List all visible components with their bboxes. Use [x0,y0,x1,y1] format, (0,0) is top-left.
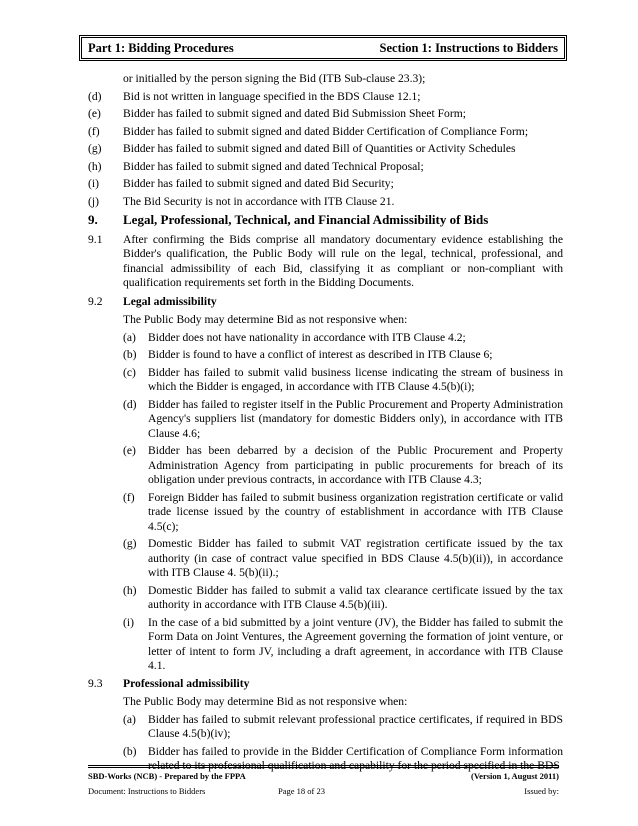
list-item-text: Bidder is found to have a conflict of interest as described in ITB Clause 6; [148,348,493,361]
list-item-text: Bidder has failed to submit signed and dated Technical Proposal; [123,159,424,173]
list-item-label: (d) [88,89,102,103]
list-item [88,142,563,157]
list-item-label: (g) [123,537,137,550]
list-item-text: Bidder has failed to submit signed and dated Bill of Quantities or Activity Schedules [123,142,516,155]
list-item [88,745,563,774]
clause-9-3-heading [88,677,563,692]
clause-text: After confirming the Bids comprise all mandatory documentary evidence establishing the Bidder's qualification, the Public Body will rule on the legal, technical, professional, and financial admissibility of each Bid, classifying it as compliant or non-compliant with qualification requirements set forth in the Bidding Documents. [123,232,563,289]
list-item-label: (g) [88,142,102,155]
list-item [88,491,563,535]
list-item [88,584,563,613]
legal-admissibility-list [88,331,563,674]
list-item-label: (h) [123,583,137,597]
list-item-label: (j) [88,194,99,208]
list-item-text: Domestic Bidder has failed to submit a valid tax clearance certificate issued by the tax authority in accordance with ITB Clause 4.5(b)(iii). [148,583,563,611]
clause-9-1 [88,233,563,291]
list-item-label: (h) [88,159,102,173]
list-item-text: Bidder does not have nationality in accordance with ITB Clause 4.2; [148,330,466,344]
list-item [88,195,563,210]
list-item [88,125,563,140]
list-item [88,331,563,346]
list-item-text: Bid is not written in language specified in the BDS Clause 12.1; [123,89,421,103]
list-item [88,90,563,105]
section-9-heading [88,213,563,228]
clause-number: 9.2 [88,294,103,308]
list-item-text: Bidder has failed to submit signed and dated Bid Submission Sheet Form; [123,107,466,120]
list-item-text: Bidder has failed to provide in the Bidder Certification of Compliance Form information related to its professional qualification and capability for the period specified in the BDS [148,744,563,772]
list-item [88,444,563,488]
clause-intro: The Public Body may determine Bid as not responsive when: [123,695,408,708]
clause-intro: The Public Body may determine Bid as not responsive when: [123,313,408,326]
list-item-text: Domestic Bidder has failed to submit VAT registration certificate issued by the tax authority (in case of contract value specified in BDS Clause 4.5(b)(ii)), in accordance with ITB Clause 4. 5(b)(ii).; [148,537,563,579]
header-part-title: Part 1: Bidding Procedures [88,40,234,55]
list-item [88,177,563,192]
list-item-text: In the case of a bid submitted by a joint venture (JV), the Bidder has failed to submit the Form Data on Joint Ventures, the Agreement governing the formation of joint venture, or letter of intent to form JV, including a draft agreement, in accordance with ITB Clause 4.1. [148,615,563,672]
clause-9-2-heading [88,295,563,310]
list-item-text: Bidder has failed to submit signed and dated Bidder Certification of Compliance Form; [123,124,529,138]
header-section-title: Section 1: Instructions to Bidders [379,40,558,55]
section-title: Legal, Professional, Technical, and Financial Admissibility of Bids [123,212,489,227]
clause-number: 9.3 [88,676,103,690]
list-item [88,616,563,674]
list-item [88,366,563,395]
page-header [79,35,567,61]
footer-issued-by: Issued by: [524,786,559,796]
section-number: 9. [88,212,98,227]
list-item [88,398,563,442]
list-item-label: (a) [123,712,136,726]
list-item-text: Bidder has failed to submit signed and dated Bid Security; [123,177,394,190]
list-item-label: (i) [123,615,134,629]
list-item [88,348,563,363]
list-item-label: (a) [123,330,136,344]
footer-version: (Version 1, August 2011) [470,771,559,781]
list-item-label: (e) [123,444,136,457]
list-item-label: (d) [123,397,137,411]
footer-bottom-row [88,786,559,796]
footer-page-number: Page 18 of 23 [278,786,325,796]
list-item-label: (i) [88,177,99,190]
list-item-label: (f) [123,490,135,504]
list-item [88,107,563,122]
list-item-text: Bidder has failed to submit valid business license indicating the stream of business in which the Bidder is engaged, in accordance with ITB Clause 4.5(b)(i); [148,365,563,393]
list-item [88,713,563,742]
list-item-text: Foreign Bidder has failed to submit business organization registration certificate or valid trade license issued by the country of establishment in accordance with ITB Clause 4.5(c); [148,490,563,533]
rejection-list [88,90,563,210]
footer-prepared-by: SBD-Works (NCB) - Prepared by the FPPA [88,771,246,781]
clause-number: 9.1 [88,232,103,246]
list-item [88,537,563,581]
footer-top-row [88,771,559,781]
list-item-label: (b) [123,348,137,361]
list-item-label: (f) [88,124,100,138]
list-item-text: Bidder has failed to submit relevant professional practice certificates, if required in BDS Clause 4.5(b)(iv); [148,712,563,740]
document-body [88,72,563,777]
list-item-label: (b) [123,744,137,758]
clause-title: Professional admissibility [123,676,250,690]
footer-document-name: Document: Instructions to Bidders [88,786,206,796]
continuation-text: or initialled by the person signing the Bid (ITB Sub-clause 23.3); [123,72,426,85]
list-item-text: The Bid Security is not in accordance with ITB Clause 21. [123,194,395,208]
clause-title: Legal admissibility [123,294,217,308]
list-item-label: (e) [88,107,101,120]
footer-divider [88,765,559,768]
list-item-label: (c) [123,365,136,379]
list-item-text: Bidder has been debarred by a decision of the Public Procurement and Property Administration Agency from participating in public procurements for breach of its obligation under previous contracts, in accordance with ITB Clause 4.3; [148,444,563,486]
list-item-text: Bidder has failed to register itself in the Public Procurement and Property Administration Agency's suppliers list (mandatory for domestic Bidders only), in accordance with ITB Clause 4.6; [148,397,563,440]
list-item [88,160,563,175]
